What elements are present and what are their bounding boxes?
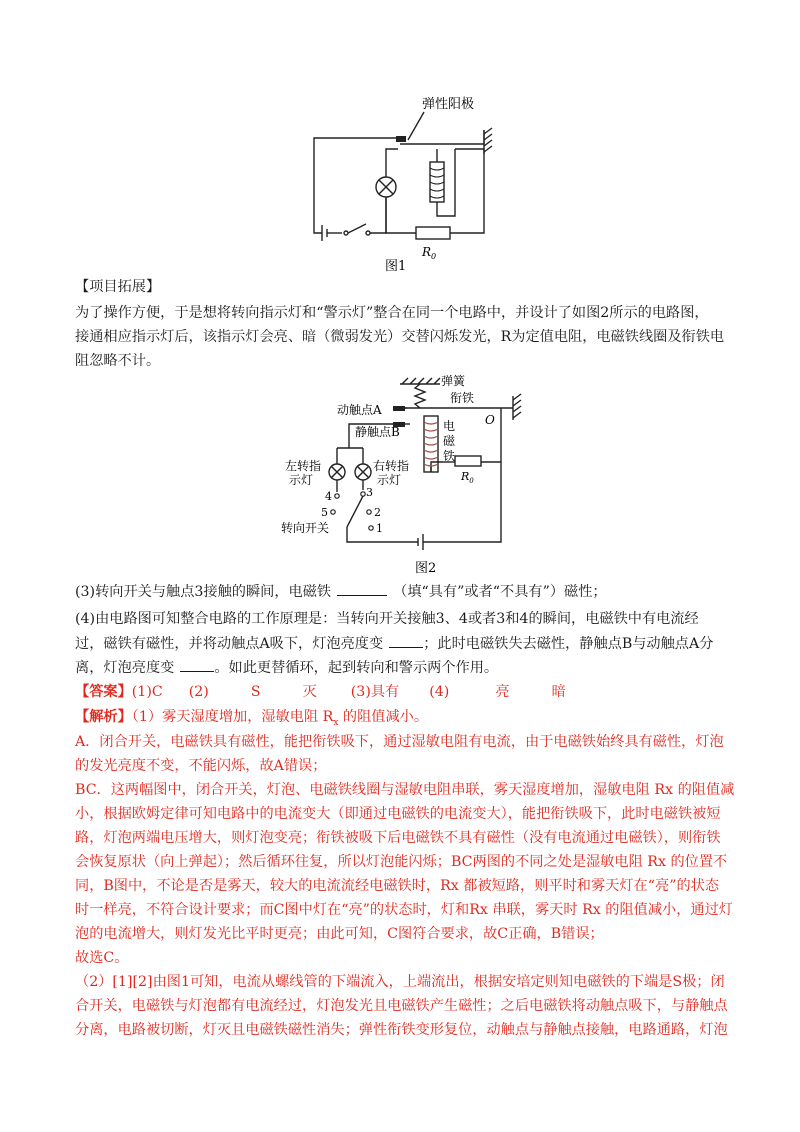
figure-2-circuit	[275, 372, 525, 577]
fig2-label-contact-b: 静触点B	[355, 425, 400, 439]
fig2-label-n2: 2	[374, 506, 381, 519]
section-title: 【项目拓展】	[75, 279, 161, 295]
fig2-contact-3	[361, 492, 365, 496]
q4-text-3a: 离，灯泡亮度变	[75, 660, 175, 676]
fig2-label-n3: 3	[366, 486, 373, 499]
fig1-label-spring-contact: 弹性阳极	[422, 97, 475, 112]
fig2-label-r0: R	[461, 470, 470, 483]
answer-item-8: 暗	[551, 684, 566, 700]
fig2-contact-1	[369, 526, 373, 530]
answer-item-2: (2)	[188, 684, 209, 700]
answer-item-5: (3)具有	[350, 684, 400, 700]
analysis-line-6: 会恢复原状（向上弹起）；然后循环往复，所以灯泡能闪烁；BC两图的不同之处是湿敏电阻 Rx 的位置不	[75, 854, 728, 870]
answer-line	[75, 682, 735, 702]
analysis-l1: （1）雾天湿度增加，湿敏电阻 R	[131, 709, 334, 725]
answer-label: 【答案】	[75, 684, 132, 700]
q3-text-a: (3)转向开关与触点3接触的瞬间，电磁铁	[75, 584, 332, 600]
q3-text-b: （填“具有”或者“不具有”）磁性；	[393, 584, 607, 600]
analysis-line-10: 故选C。	[75, 950, 129, 966]
answer-item-4: 灭	[302, 684, 317, 700]
fig2-label-spring: 弹簧	[441, 374, 466, 388]
analysis-label: 【解析】	[75, 709, 132, 725]
fig2-label-em-2: 磁	[443, 434, 456, 448]
question-3	[75, 581, 735, 602]
fig2-contact-2	[367, 510, 371, 514]
intro-line-3: 阻忽略不计。	[75, 353, 161, 369]
analysis-line-8: 时一样亮，不符合设计要求；而C图中灯在“亮”的状态时，灯和Rx 串联，雾天时 Rx 的阻值减小，通过灯	[75, 902, 733, 918]
svg-text:R0	[421, 245, 436, 261]
fig2-label-left-lamp-2: 示灯	[289, 473, 314, 487]
analysis-line-9: 泡的电流增大，则灯发光比平时更亮；由此可知，C图符合要求，故C正确，B错误；	[75, 926, 604, 942]
q4-text-3b: 。如此更替循环，起到转向和警示两个作用。	[214, 660, 499, 676]
fig2-label-n4: 4	[325, 490, 332, 503]
question-4-line-3	[75, 657, 735, 678]
figure-1-circuit	[300, 88, 510, 273]
fig2-label-o: O	[485, 413, 495, 427]
analysis-line-13: 分离，电路被切断，灯灭且电磁铁磁性消失；弹性衔铁变形复位，动触点与静触点接触，电路通路，灯泡	[75, 1022, 728, 1038]
analysis-line-1: A．闭合开关，电磁铁具有磁性，能把衔铁吸下，通过湿敏电阻有电流，由于电磁铁始终具有磁性，灯泡	[75, 734, 724, 750]
fig1-label-r0: R	[422, 245, 432, 259]
fig2-label-armature: 衔铁	[450, 391, 475, 405]
intro-line-1: 为了操作方便，于是想将转向指示灯和“警示灯”整合在同一个电路中，并设计了如图2所示的电路图，	[75, 305, 709, 321]
answer-item-6: (4)	[429, 684, 450, 700]
answer-item-7: 亮	[495, 684, 510, 700]
fig2-label-r0-sub: 0	[469, 477, 474, 485]
answer-item-1: (1)C	[131, 684, 163, 700]
q4-text-2a: 过，磁铁有磁性，并将动触点A吸下，灯泡亮度变	[75, 636, 384, 652]
analysis-line-4: 小，根据欧姆定律可知电路中的电流变大（即通过电磁铁的电流变大），能把衔铁吸下，此时电磁铁被短	[75, 806, 721, 822]
fig2-label-n1: 1	[376, 522, 383, 535]
fig2-label-right-lamp-2: 示灯	[377, 473, 402, 487]
q3-answer-blank[interactable]	[337, 581, 387, 596]
fig2-label-contact-a: 动触点A	[337, 403, 382, 417]
analysis-line-2: 的发光亮度不变，不能闪烁，故A错误；	[75, 758, 327, 774]
analysis-line-11: （2）[1][2]由图1可知，电流从螺线管的下端流入，上端流出，根据安培定则知电磁铁的下端是S极；闭	[75, 974, 725, 990]
fig2-caption: 图2	[415, 561, 437, 576]
q4-text-2b: ；此时电磁铁失去磁性，静触点B与动触点A分	[423, 636, 714, 652]
analysis-line-5: 路，灯泡两端电压增大，则灯泡变亮；衔铁被吸下后电磁铁不具有磁性（没有电流通过电磁铁），则衔铁	[75, 830, 721, 846]
fig1-caption: 图1	[385, 259, 407, 273]
q4-answer-blank-2[interactable]	[180, 657, 214, 672]
svg-text:R0	[460, 470, 474, 485]
fig2-label-switch: 转向开关	[281, 521, 330, 535]
q4-answer-blank-1[interactable]	[389, 633, 423, 648]
fig2-label-n5: 5	[321, 506, 328, 519]
intro-line-2: 接通相应指示灯后，该指示灯会亮、暗（微弱发光）交替闪烁发光，R为定值电阻，电磁铁线圈及衔铁电	[75, 329, 725, 345]
answer-item-3: S	[250, 684, 261, 700]
analysis-l1-end: 的阻值减小。	[338, 709, 429, 725]
analysis-l1-sub: x	[333, 717, 339, 728]
fig2-label-right-lamp-1: 右转指	[373, 459, 410, 473]
question-4-line-2	[75, 633, 735, 654]
fig2-contact-5	[331, 510, 335, 514]
fig1-label-r0-sub: 0	[431, 252, 437, 261]
fig2-label-em-3: 铁	[443, 449, 456, 463]
analysis-line-3: BC．这两幅图中，闭合开关，灯泡、电磁铁线圈与湿敏电阻串联，雾天湿度增加，湿敏电阻 Rx 的阻值减	[75, 782, 735, 798]
q4-line-1: (4)由电路图可知整合电路的工作原理是：当转向开关接触3、4或者3和4的瞬间，电磁铁中有电流经	[75, 611, 699, 627]
fig2-label-em-1: 电	[443, 419, 456, 433]
fig2-label-left-lamp-1: 左转指	[285, 459, 322, 473]
analysis-line-7: 同，B图中，不论是否是雾天，较大的电流流经电磁铁时，Rx 都被短路，则平时和雾天灯在“亮”的状态	[75, 878, 720, 894]
fig2-contact-4	[335, 494, 339, 498]
analysis-line-12: 合开关，电磁铁与灯泡都有电流经过，灯泡发光且电磁铁产生磁性；之后电磁铁将动触点吸下，与静触点	[75, 998, 728, 1014]
analysis-heading	[75, 707, 735, 733]
